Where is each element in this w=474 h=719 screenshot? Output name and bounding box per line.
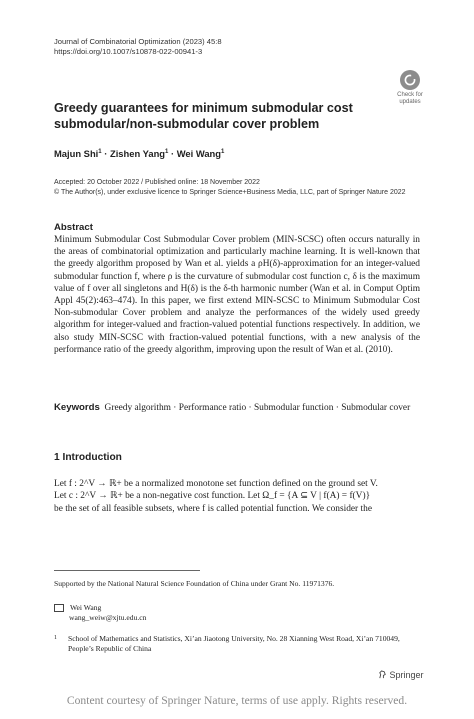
author-separator: ·	[168, 148, 177, 159]
author-name: Zishen Yang	[109, 148, 166, 159]
funding-footnote: Supported by the National Natural Science Foundation of China under Grant No. 11971376.	[54, 579, 335, 588]
copyright-line: © The Author(s), under exclusive licence to Springer Science+Business Media, LLC, part of Springer Nature 2022	[54, 189, 406, 196]
section-heading-introduction: 1 Introduction	[54, 452, 122, 463]
publisher-logo	[378, 670, 424, 680]
affiliation-number: 1	[54, 635, 57, 641]
accepted-dates: Accepted: 20 October 2022 / Published online: 18 November 2022	[54, 179, 260, 186]
introduction-body	[54, 478, 420, 515]
courtesy-footer: Content courtesy of Springer Nature, terms of use apply. Rights reserved.	[66, 694, 408, 707]
publisher-name: Springer	[389, 670, 424, 680]
author-affiliation-mark: 1	[98, 148, 102, 155]
keywords-list: Greedy algorithm · Performance ratio · Submodular function · Submodular cover	[104, 403, 411, 413]
check-updates-line2: updates	[399, 98, 421, 105]
intro-line: Let c : 2^V → ℝ+ be a non-negative cost function. Let Ω_f = {A ⊆ V | f(A) = f(V)}	[54, 491, 371, 502]
keywords-label: Keywords	[54, 402, 100, 413]
footnote-divider	[54, 570, 200, 571]
keywords	[54, 402, 420, 414]
intro-line: be the set of all feasible subsets, where f is called potential function. We consider the	[54, 503, 372, 514]
doi-link[interactable]: https://doi.org/10.1007/s10878-022-00941-3	[54, 47, 203, 56]
author-affiliation-mark: 1	[165, 148, 169, 155]
author-list	[54, 148, 224, 159]
envelope-icon	[54, 604, 64, 612]
contact-email[interactable]: wang_weiw@xjtu.edu.cn	[69, 612, 147, 622]
corresponding-author	[54, 603, 146, 622]
check-updates-icon	[400, 70, 420, 90]
springer-horse-icon	[378, 670, 390, 680]
journal-citation: Journal of Combinatorial Optimization (2023) 45:8	[54, 37, 222, 46]
check-updates-line1: Check for	[397, 92, 423, 98]
publication-info	[54, 178, 406, 198]
journal-header	[54, 37, 222, 57]
author-name: Wei Wang	[176, 148, 221, 159]
author-affiliation-mark: 1	[221, 148, 225, 155]
author-separator: ·	[101, 148, 110, 159]
abstract-body: Minimum Submodular Cost Submodular Cover problem (MIN-SCSC) often occurs naturally in the areas of combinatorial optimization and particularly machine learning. It is well-known that the greedy algorithm proposed by Wan et al. yields a ρH(δ)-approximation for an integer-valued submodular function f, where ρ is the curvature of submodular cost function c, δ is the maximum value of f over all singletons and H(δ) is the δ-th harmonic number (Wan et al. in Comput Optim Appl 45(2):463–474). In this paper, we first extend MIN-SCSC to Minimum Submodular Cost Non-submodular Cover problem and analyze the performances of the widely used greedy algorithm for integer-valued and fraction-valued potential functions respectively. In addition, we also study MIN-SCSC with fraction-valued potential functions, with a new analysis of the performance ratio of the greedy algorithm, improving upon the result of Wan et al. (2010).	[54, 235, 420, 355]
author-name: Majun Shi	[54, 148, 99, 159]
contact-name: Wei Wang	[70, 603, 102, 612]
paper-title: Greedy guarantees for minimum submodular cost submodular/non-submodular cover problem	[54, 101, 353, 131]
abstract-heading: Abstract	[54, 222, 93, 233]
affiliation-text: School of Mathematics and Statistics, Xi’an Jiaotong University, No. 28 Xianning West Road, Xi’an 710049, People’s Republic of China	[68, 634, 400, 653]
intro-line: Let f : 2^V → ℝ+ be a normalized monotone set function defined on the ground set V.	[54, 479, 378, 489]
check-for-updates-badge[interactable]	[393, 70, 427, 105]
